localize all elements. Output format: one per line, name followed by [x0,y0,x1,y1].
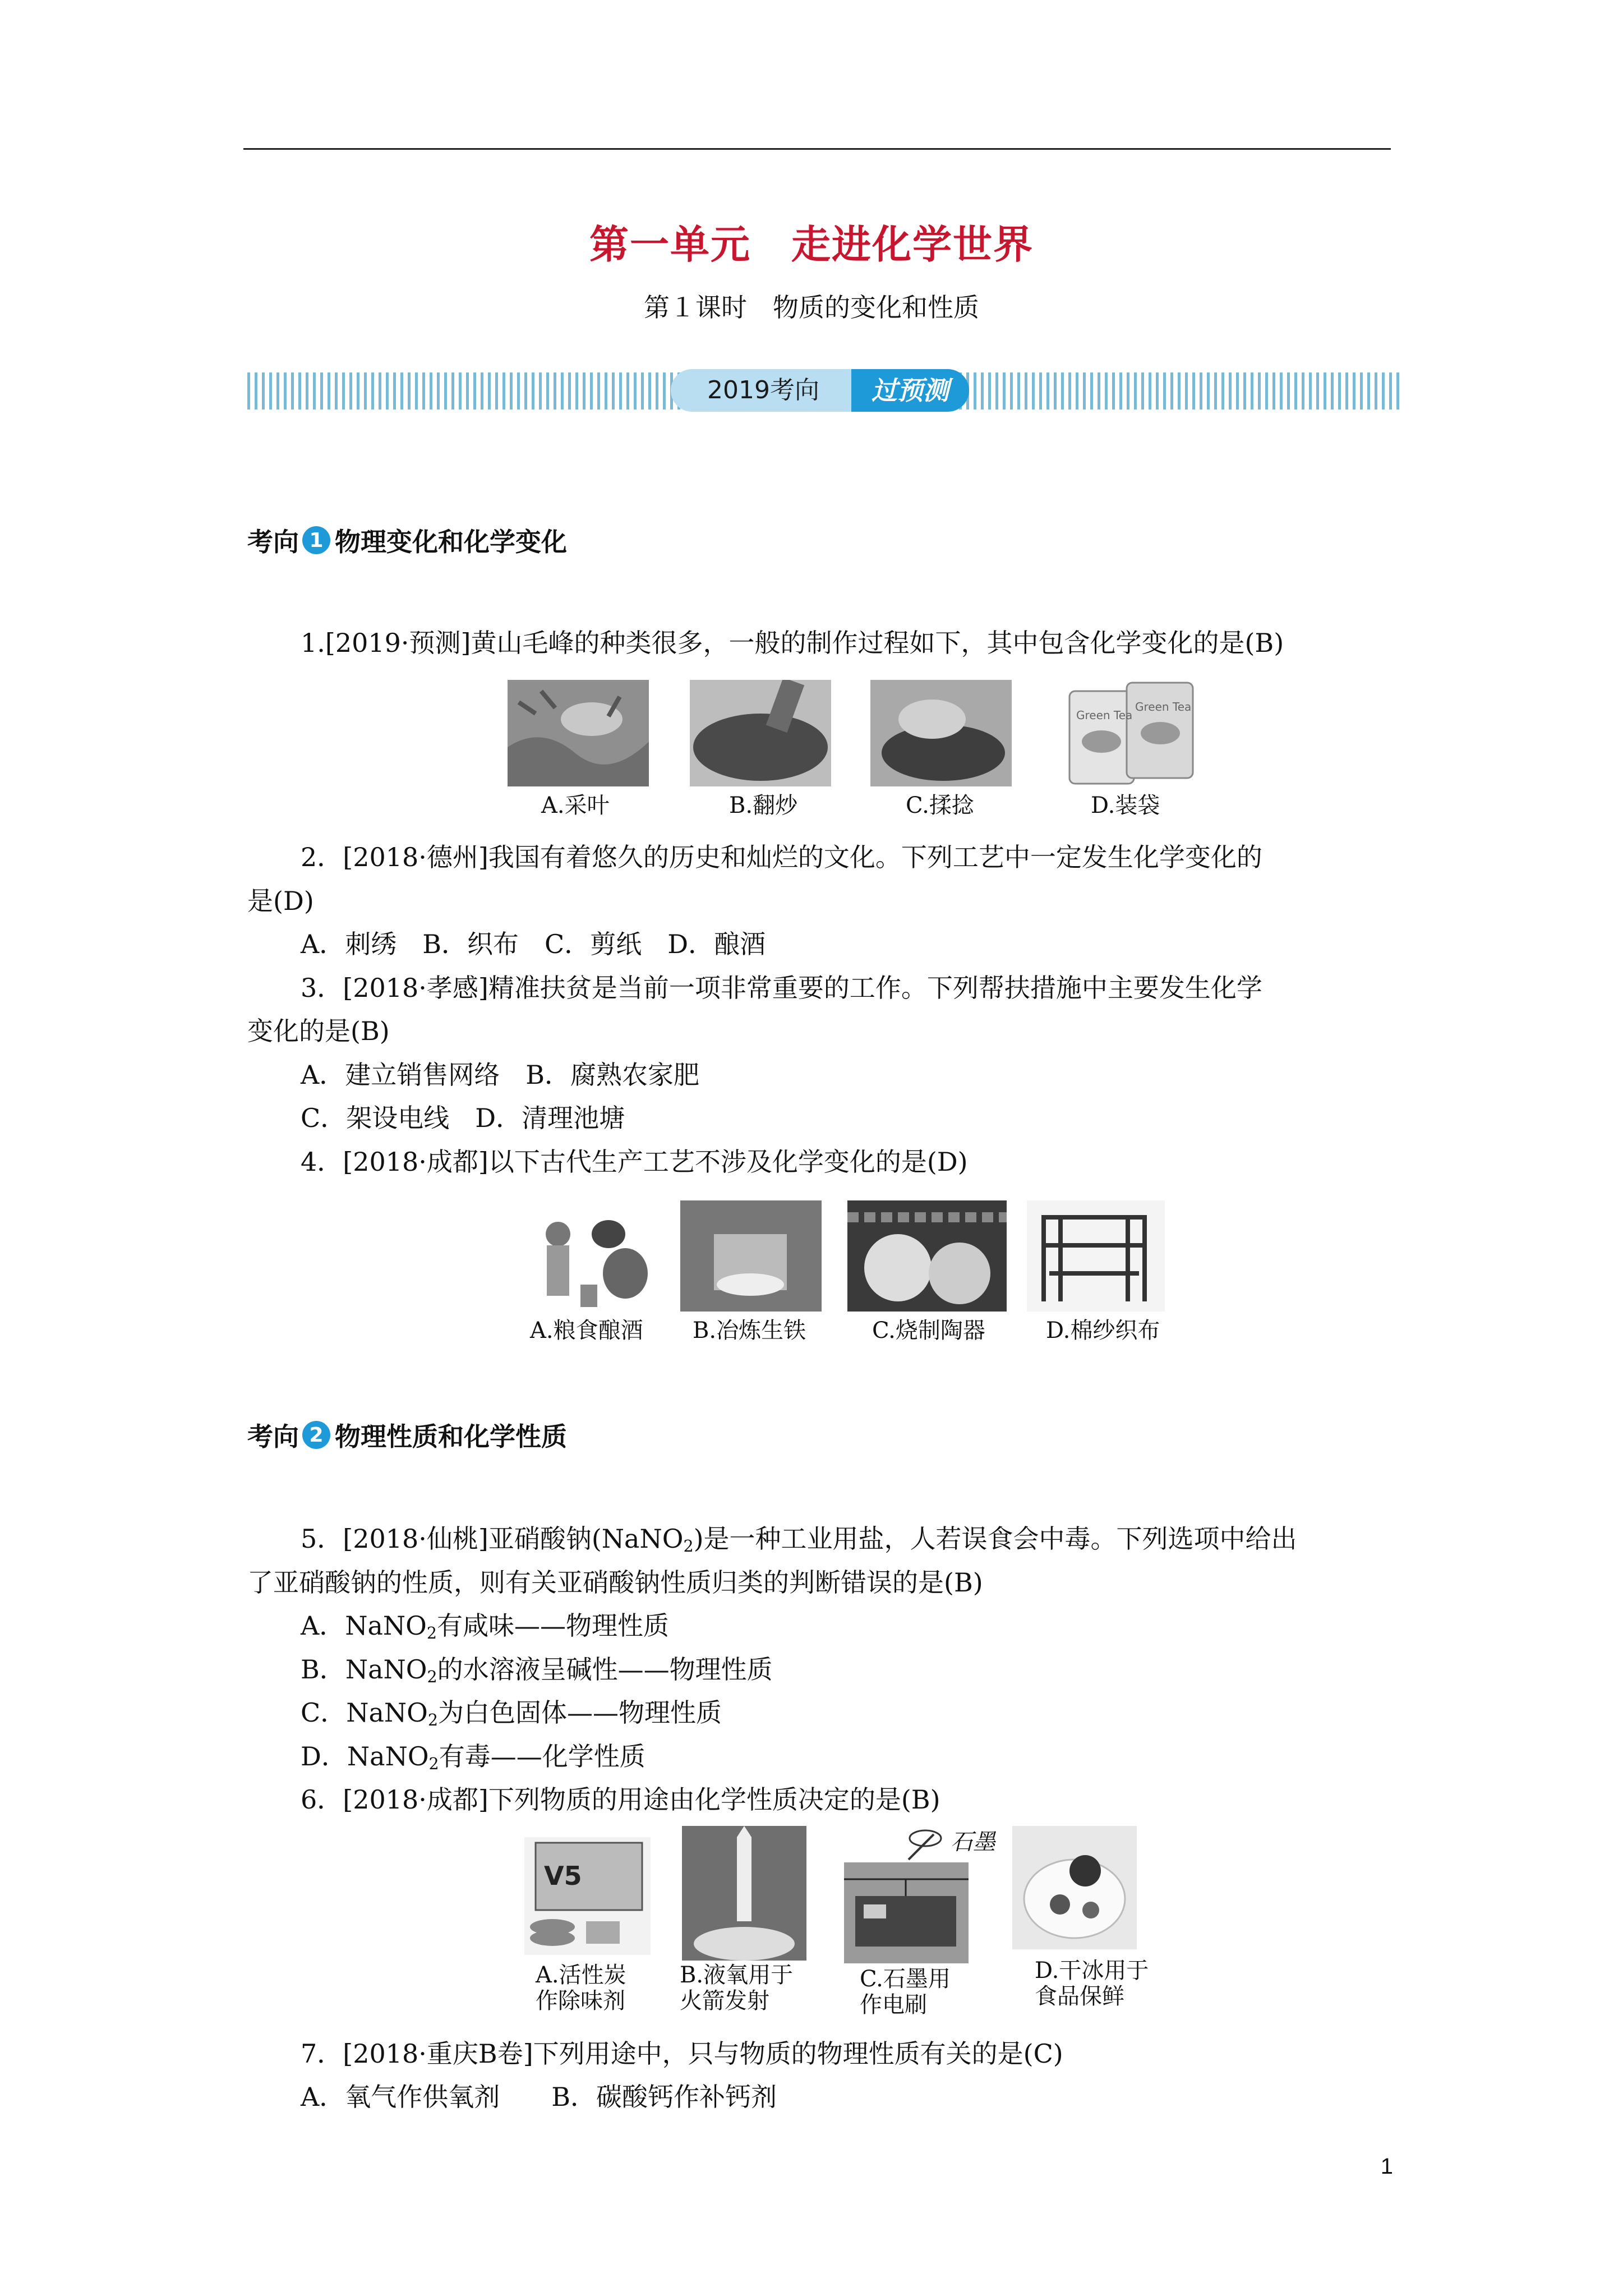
question-5-option-c: C．NaNO$_2$为白色固体——物理性质 [301,1697,722,1730]
page-number: 1 [1380,2154,1393,2179]
question-6-figure [524,1826,1164,2017]
dry-ice-preservation-image [1012,1826,1137,1949]
banner-stripes-right [937,372,1403,409]
q6-caption-b: B.液氧用于 火箭发射 [680,1962,794,2014]
cotton-weaving-image [1027,1200,1165,1312]
question-7-options: A．氧气作供氧剂 B．碳酸钙作补钙剂 [301,2082,777,2112]
section-title: 物理变化和化学变化 [335,527,567,557]
section-number-badge: 1 [302,526,330,554]
graphite-label: 石墨 [951,1829,995,1855]
q1-caption-b: B.翻炒 [729,793,798,818]
question-5-stem-line1: 5．[2018·仙桃]亚硝酸钠(NaNO$_2$)是一种工业用盐，人若误食会中毒。下列选项中给出 [301,1524,1297,1556]
forecast-banner [247,368,1403,414]
question-2-stem-line1: 2．[2018·德州]我国有着悠久的历史和灿烂的文化。下列工艺中一定发生化学变化的 [301,842,1262,872]
graphite-brush-icon [903,1826,948,1865]
q1-caption-c: C.揉捻 [906,793,974,818]
rocket-launch-image [682,1826,806,1961]
activated-carbon-image [524,1837,651,1955]
question-5-option-b: B．NaNO$_2$的水溶液呈碱性——物理性质 [301,1654,773,1687]
electric-train-image [844,1862,969,1963]
v5-box-label: V5 [544,1861,582,1891]
question-3-options-line1: A．建立销售网络 B．腐熟农家肥 [301,1060,700,1090]
question-6-stem: 6．[2018·成都]下列物质的用途由化学性质决定的是(B) [301,1784,940,1815]
q6-caption-c: C.石墨用 作电刷 [860,1966,951,2018]
q4-caption-c: C.烧制陶器 [872,1318,985,1343]
green-tea-label: Green Tea [1076,708,1133,722]
question-5-option-a: A．NaNO$_2$有咸味——物理性质 [301,1611,670,1643]
header-rule [243,148,1391,150]
tea-stir-frying-image [690,680,831,786]
question-7-stem: 7．[2018·重庆B卷]下列用途中，只与物质的物理性质有关的是(C) [301,2039,1063,2069]
tea-picking-image [508,680,649,786]
question-1-stem: 1.[2019·预测]黄山毛峰的种类很多，一般的制作过程如下，其中包含化学变化的是(B) [301,628,1284,658]
question-5-stem-line2: 了亚硝酸钠的性质，则有关亚硝酸钠性质归类的判断错误的是(B) [247,1567,983,1598]
tea-rolling-image [870,680,1012,786]
q1-caption-d: D.装袋 [1091,793,1160,818]
q6-caption-a: A.活性炭 作除味剂 [536,1962,626,2014]
question-2-options: A．刺绣 B．织布 C．剪纸 D．酿酒 [301,929,766,959]
q4-caption-d: D.棉纱织布 [1046,1318,1160,1343]
question-1-figure [508,680,1197,826]
section-heading-1: 考向 1 物理变化和化学变化 [247,522,567,559]
question-3-stem-line2: 变化的是(B) [247,1016,390,1046]
lesson-title: 第１课时 物质的变化和性质 [644,292,979,323]
q1-caption-a: A.采叶 [541,793,610,818]
question-3-options-line2: C．架设电线 D．清理池塘 [301,1103,625,1133]
green-tea-label: Green Tea [1135,700,1192,714]
banner-forecast-label: 过预测 [851,369,969,412]
q4-caption-a: A.粮食酿酒 [530,1318,643,1343]
section-title: 物理性质和化学性质 [335,1421,567,1452]
question-4-stem: 4．[2018·成都]以下古代生产工艺不涉及化学变化的是(D) [301,1147,968,1177]
question-5-option-d: D．NaNO$_2$有毒——化学性质 [301,1741,645,1774]
question-4-figure [524,1200,1175,1346]
unit-title: 第一单元 走进化学世界 [589,221,1034,268]
tea-bagging-image [1065,680,1197,786]
question-3-stem-line1: 3．[2018·孝感]精准扶贫是当前一项非常重要的工作。下列帮扶措施中主要发生化学 [301,973,1262,1003]
section-number-badge: 2 [302,1421,330,1449]
iron-smelting-image [680,1200,822,1312]
banner-year-label: 2019考向 [671,369,856,412]
q4-caption-b: B.冶炼生铁 [693,1318,806,1343]
q6-caption-d: D.干冰用于 食品保鲜 [1035,1958,1149,2009]
grain-wine-brewing-image [524,1200,662,1312]
question-2-stem-line2: 是(D) [247,886,314,916]
pottery-firing-image [847,1200,1007,1312]
banner-stripes-left [247,372,713,409]
banner-pill [671,368,982,414]
section-heading-2: 考向 2 物理性质和化学性质 [247,1416,567,1453]
